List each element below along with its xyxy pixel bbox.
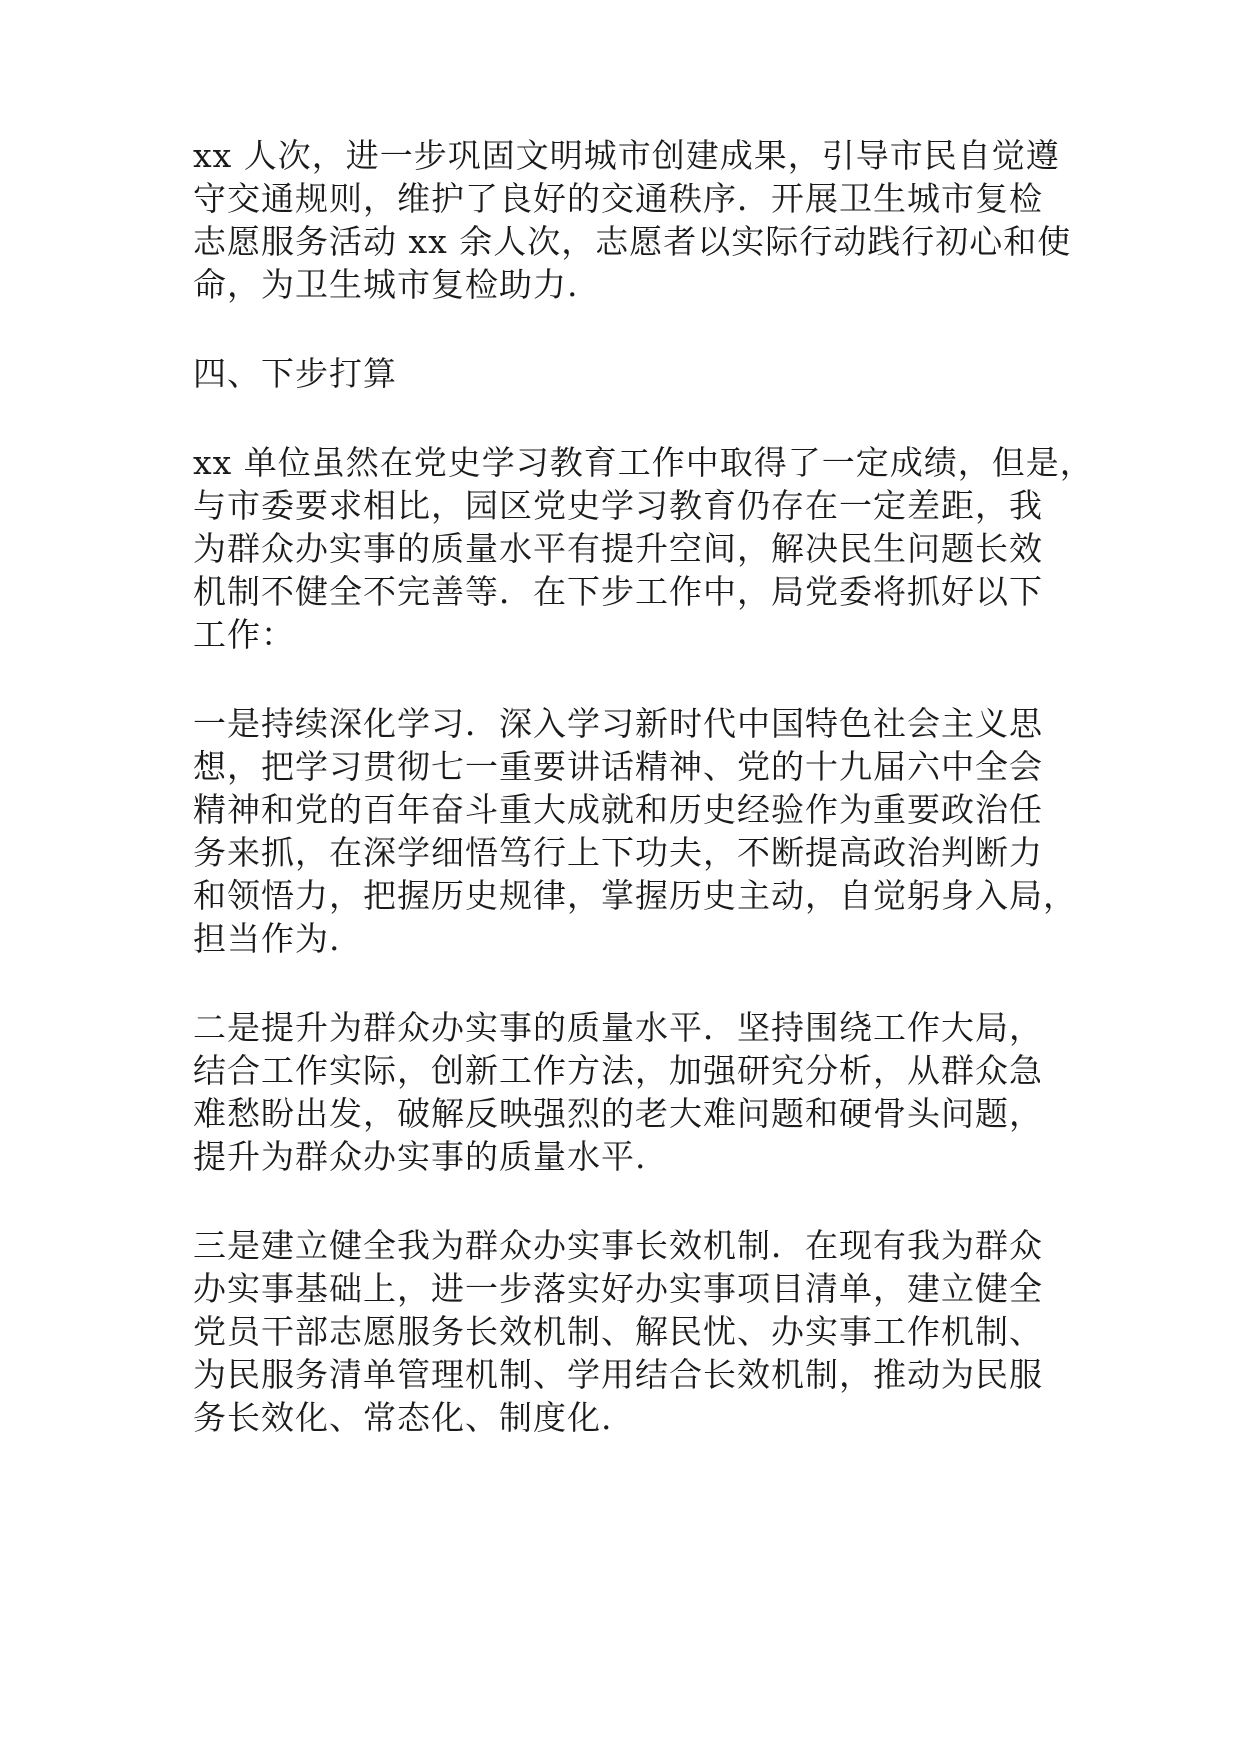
paragraph-gap — [193, 656, 1053, 702]
paragraph-gap — [193, 960, 1053, 1006]
heading-line: 四、下步打算 — [193, 354, 397, 393]
text-line: 二是提升为群众办实事的质量水平．坚持围绕工作大局， — [193, 1008, 1043, 1047]
paragraph-point-three — [193, 1224, 1053, 1439]
text-line: 务长效化、常态化、制度化. — [193, 1398, 613, 1437]
text-line: 守交通规则，维护了良好的交通秩序．开展卫生城市复检 — [193, 179, 1043, 218]
text-line: 志愿服务活动 xx 余人次，志愿者以实际行动践行初心和使 — [193, 222, 1072, 261]
text-line: 命，为卫生城市复检助力. — [193, 265, 579, 304]
text-line: 工作： — [193, 615, 295, 654]
paragraph-intro-continuation — [193, 134, 1072, 306]
text-line: 为群众办实事的质量水平有提升空间，解决民生问题长效 — [193, 529, 1043, 568]
text-line: 与市委要求相比，园区党史学习教育仍存在一定差距，我 — [193, 486, 1043, 525]
text-line: 党员干部志愿服务长效机制、解民忧、办实事工作机制、 — [193, 1312, 1043, 1351]
text-line: 务来抓，在深学细悟笃行上下功夫，不断提高政治判断力 — [193, 833, 1043, 872]
paragraph-point-one — [193, 702, 1077, 960]
text-line: 结合工作实际，创新工作方法，加强研究分析，从群众急 — [193, 1051, 1043, 1090]
paragraph-gap — [193, 306, 1053, 352]
text-line: 办实事基础上，进一步落实好办实事项目清单，建立健全 — [193, 1269, 1043, 1308]
paragraph-point-two — [193, 1006, 1053, 1178]
text-line: 精神和党的百年奋斗重大成就和历史经验作为重要政治任 — [193, 790, 1043, 829]
document-body — [193, 134, 1094, 1439]
paragraph-gap — [193, 1178, 1053, 1224]
text-line: 提升为群众办实事的质量水平. — [193, 1137, 647, 1176]
text-line: xx 单位虽然在党史学习教育工作中取得了一定成绩，但是， — [193, 443, 1094, 482]
text-line: 三是建立健全我为群众办实事长效机制．在现有我为群众 — [193, 1226, 1043, 1265]
paragraph-summary — [193, 441, 1094, 656]
text-line: 机制不健全不完善等．在下步工作中，局党委将抓好以下 — [193, 572, 1043, 611]
text-line: 担当作为. — [193, 919, 341, 958]
text-line: 一是持续深化学习．深入学习新时代中国特色社会主义思 — [193, 704, 1043, 743]
text-line: xx 人次，进一步巩固文明城市创建成果，引导市民自觉遵 — [193, 136, 1060, 175]
section-heading — [193, 352, 1053, 395]
text-line: 和领悟力，把握历史规律，掌握历史主动，自觉躬身入局， — [193, 876, 1077, 915]
paragraph-gap — [193, 395, 1053, 441]
text-line: 难愁盼出发，破解反映强烈的老大难问题和硬骨头问题， — [193, 1094, 1043, 1133]
text-line: 为民服务清单管理机制、学用结合长效机制，推动为民服 — [193, 1355, 1043, 1394]
text-line: 想，把学习贯彻七一重要讲话精神、党的十九届六中全会 — [193, 747, 1043, 786]
